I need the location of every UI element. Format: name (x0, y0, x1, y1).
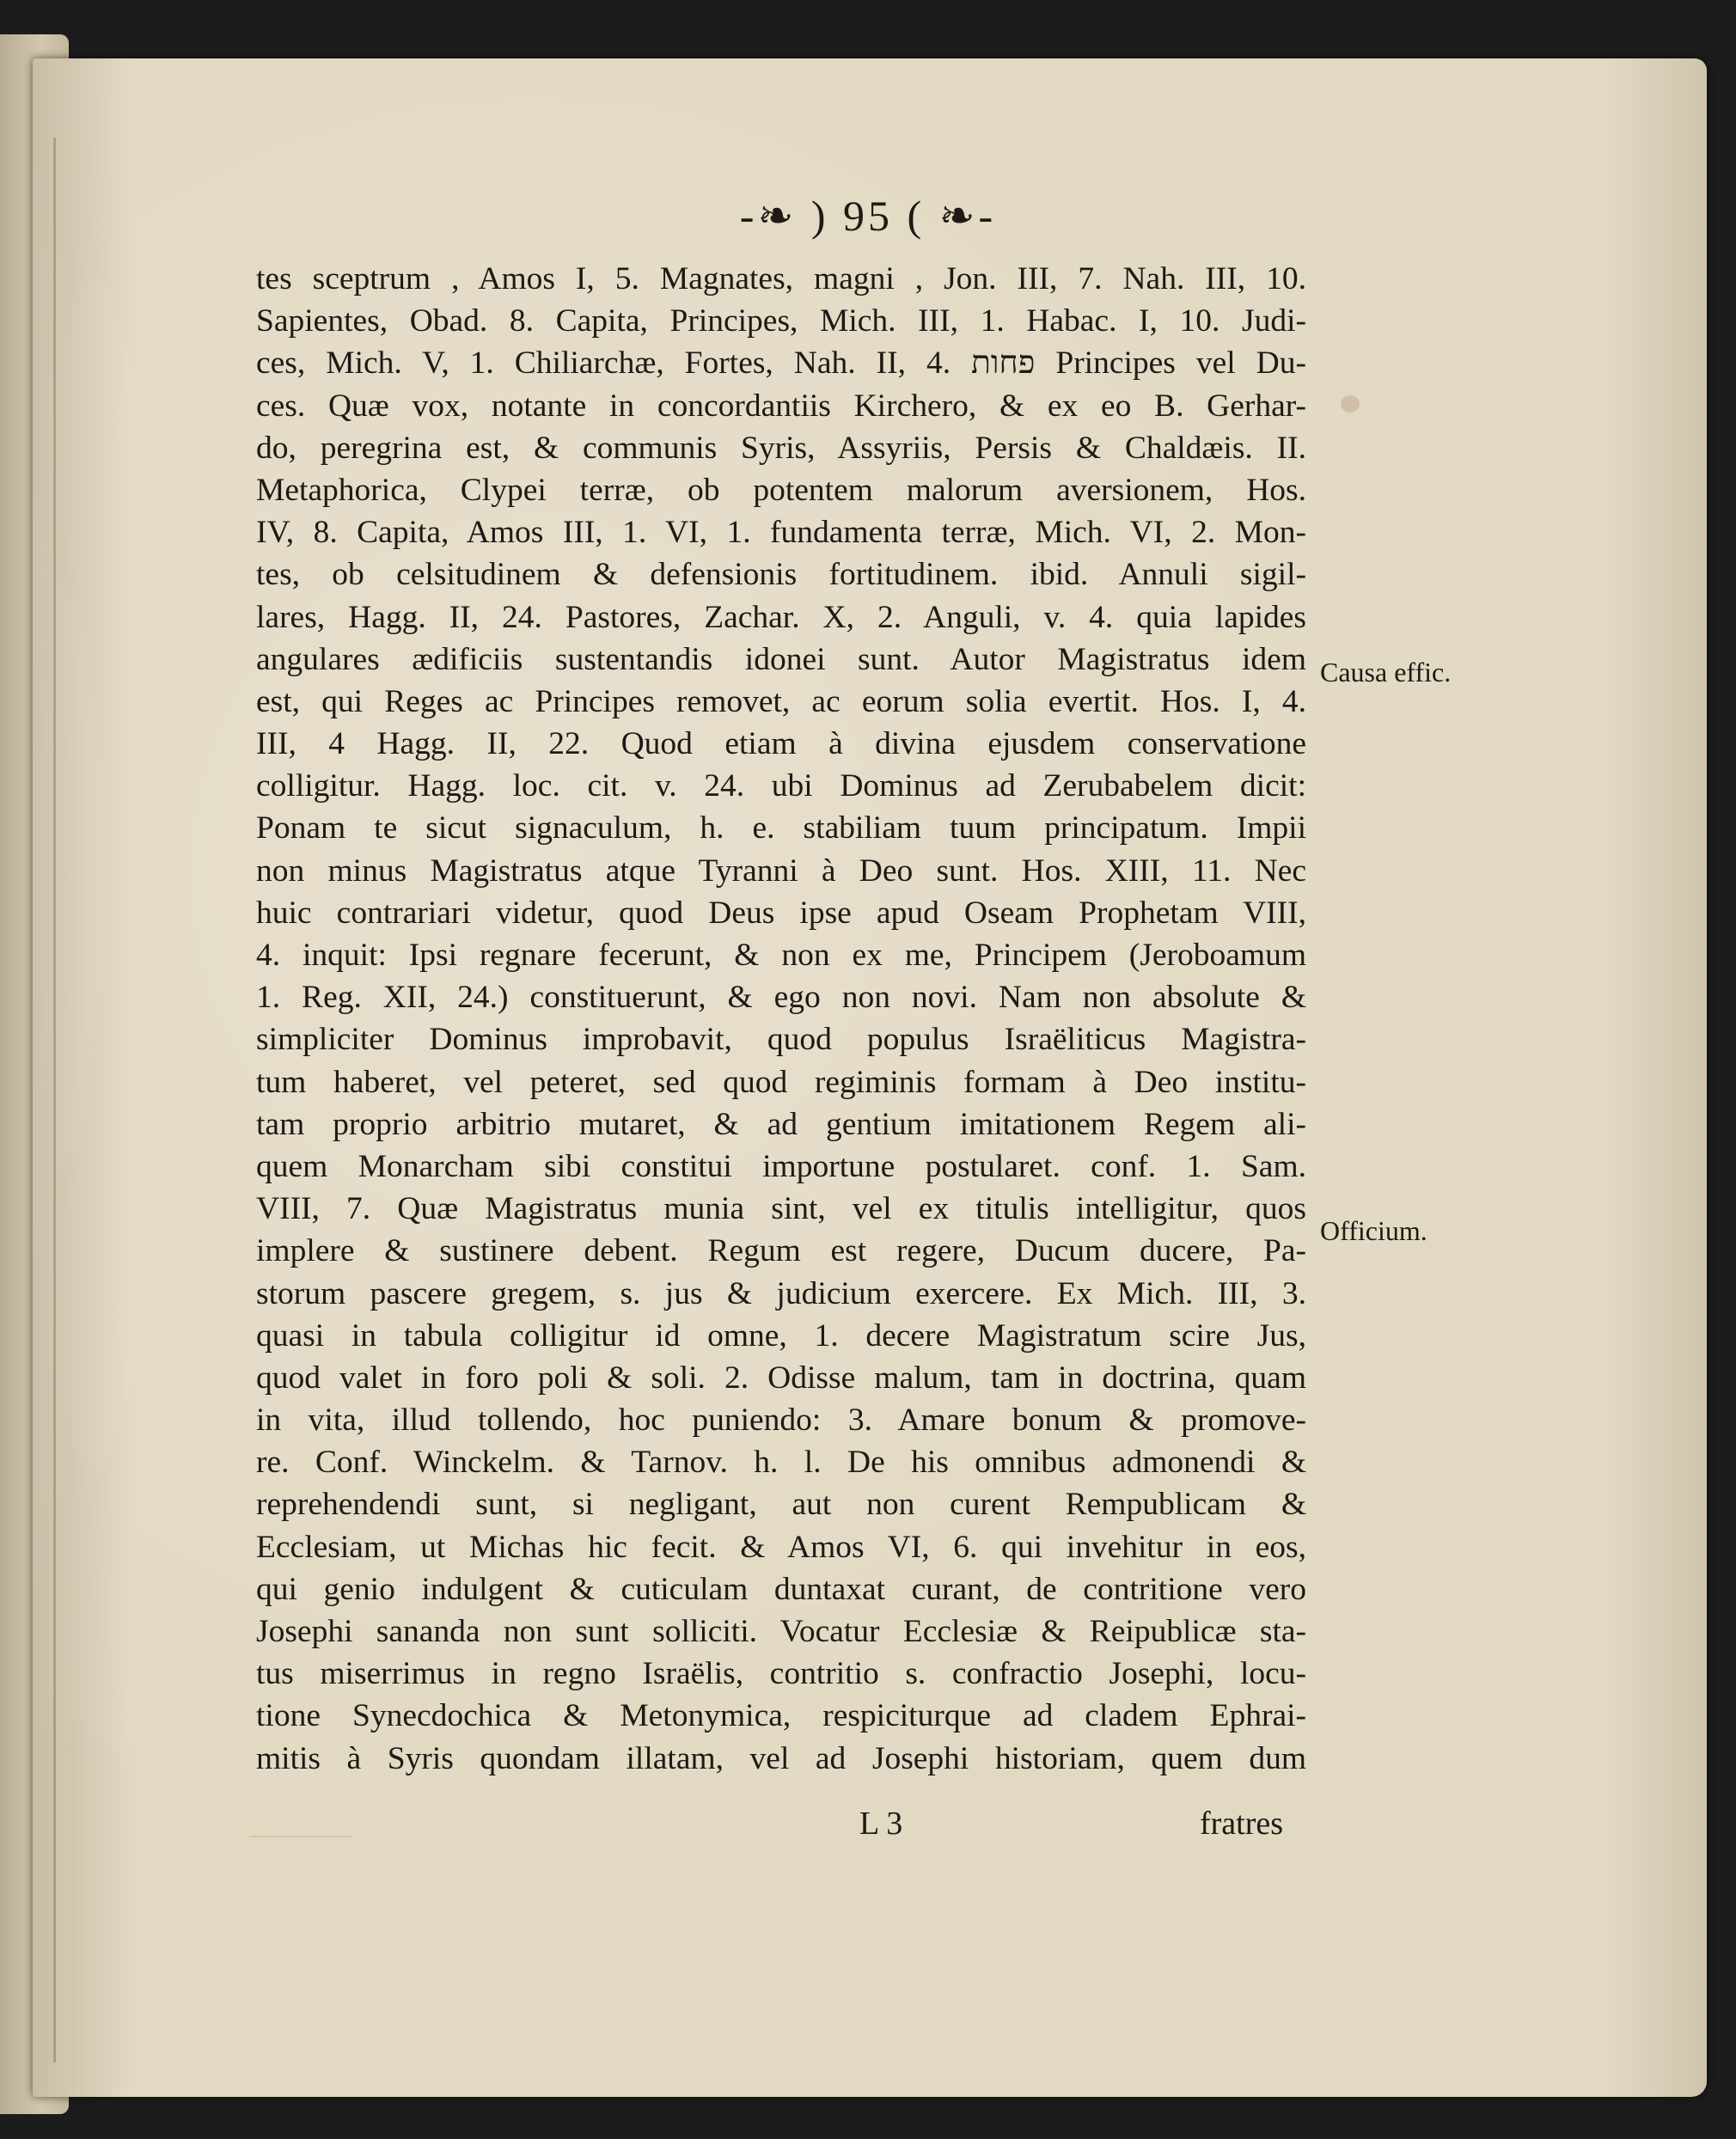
faint-handwritten-mark (249, 1818, 352, 1837)
signature-mark: L 3 (859, 1806, 903, 1842)
margin-note-officium: Officium. (1320, 1215, 1427, 1246)
text-line: tus miserrimus in regno Israëlis, contritio s. confractio Josephi, locu- (256, 1656, 1306, 1692)
text-line: tam proprio arbitrio mutaret, & ad gentium imitationem Regem ali- (256, 1106, 1306, 1142)
text-line: ces, Mich. V, 1. Chiliarchæ, Fortes, Nah. II, 4. פחות Principes vel Du- (256, 345, 1306, 382)
text-line: tes, ob celsitudinem & defensionis fortitudinem. ibid. Annuli sigil- (256, 557, 1306, 593)
text-line: quasi in tabula colligitur id omne, 1. decere Magistratum scire Jus, (256, 1317, 1306, 1354)
gutter-shadow (53, 138, 56, 2063)
text-line: quem Monarcham sibi constitui importune postularet. conf. 1. Sam. (256, 1148, 1306, 1184)
text-line: Ponam te sicut signaculum, h. e. stabiliam tuum principatum. Impii (256, 810, 1306, 846)
text-line: tes sceptrum , Amos I, 5. Magnates, magni , Jon. III, 7. Nah. III, 10. (256, 261, 1306, 296)
body-text (256, 258, 1306, 1780)
text-line: angulares ædificiis sustentandis idonei sunt. Autor Magistratus idem (256, 641, 1306, 677)
running-head-page-number: -❧ ) 95 ( ❧- (739, 192, 997, 240)
text-line: 4. inquit: Ipsi regnare fecerunt, & non ex me, Principem (Jeroboamum (256, 938, 1306, 973)
text-line: 1. Reg. XII, 24.) constituerunt, & ego non novi. Nam non absolute & (256, 980, 1306, 1016)
foxing-spot (1341, 395, 1360, 413)
text-line: re. Conf. Winckelm. & Tarnov. h. l. De his omnibus admonendi & (256, 1445, 1306, 1481)
text-line: quod valet in foro poli & soli. 2. Odisse malum, tam in doctrina, quam (256, 1360, 1306, 1396)
text-line: storum pascere gregem, s. jus & judicium exercere. Ex Mich. III, 3. (256, 1275, 1306, 1311)
text-line: Josephi sananda non sunt solliciti. Vocatur Ecclesiæ & Reipublicæ sta- (256, 1614, 1306, 1649)
text-line: qui genio indulgent & cuticulam duntaxat curant, de contritione vero (256, 1571, 1306, 1607)
text-line: mitis à Syris quondam illatam, vel ad Josephi historiam, quem dum (256, 1740, 1306, 1776)
text-line: non minus Magistratus atque Tyranni à Deo sunt. Hos. XIII, 11. Nec (256, 853, 1306, 889)
text-line: do, peregrina est, & communis Syris, Assyriis, Persis & Chaldæis. II. (256, 430, 1306, 466)
text-line: IV, 8. Capita, Amos III, 1. VI, 1. fundamenta terræ, Mich. VI, 2. Mon- (256, 515, 1306, 551)
text-line: tum haberet, vel peteret, sed quod regiminis formam à Deo institu- (256, 1064, 1306, 1100)
text-line: colligitur. Hagg. loc. cit. v. 24. ubi Dominus ad Zerubabelem dicit: (256, 768, 1306, 804)
catchword: fratres (1200, 1806, 1284, 1842)
text-line: Sapientes, Obad. 8. Capita, Principes, Mich. III, 1. Habac. I, 10. Judi- (256, 303, 1306, 339)
text-line: reprehendendi sunt, si negligant, aut non curent Rempublicam & (256, 1487, 1306, 1523)
text-line: VIII, 7. Quæ Magistratus munia sint, vel ex titulis intelligitur, quos (256, 1191, 1306, 1227)
text-line: Metaphorica, Clypei terræ, ob potentem malorum aversionem, Hos. (256, 472, 1306, 508)
text-line: in vita, illud tollendo, hoc puniendo: 3. Amare bonum & promove- (256, 1403, 1306, 1439)
text-line: lares, Hagg. II, 24. Pastores, Zachar. X, 2. Anguli, v. 4. quia lapides (256, 599, 1306, 635)
text-line: est, qui Reges ac Principes removet, ac eorum solia evertit. Hos. I, 4. (256, 683, 1306, 719)
margin-note-causa: Causa effic. (1320, 657, 1452, 688)
text-line: simpliciter Dominus improbavit, quod populus Israëliticus Magistra- (256, 1022, 1306, 1058)
text-line: huic contrariari videtur, quod Deus ipse apud Oseam Prophetam VIII, (256, 895, 1306, 931)
text-line: III, 4 Hagg. II, 22. Quod etiam à divina ejusdem conservatione (256, 726, 1306, 762)
text-line: implere & sustinere debent. Regum est regere, Ducum ducere, Pa- (256, 1233, 1306, 1269)
text-line: ces. Quæ vox, notante in concordantiis Kirchero, & ex eo B. Gerhar- (256, 388, 1306, 424)
text-line: Ecclesiam, ut Michas hic fecit. & Amos VI, 6. qui invehitur in eos, (256, 1529, 1306, 1565)
text-line: tione Synecdochica & Metonymica, respiciturque ad cladem Ephrai- (256, 1698, 1306, 1734)
